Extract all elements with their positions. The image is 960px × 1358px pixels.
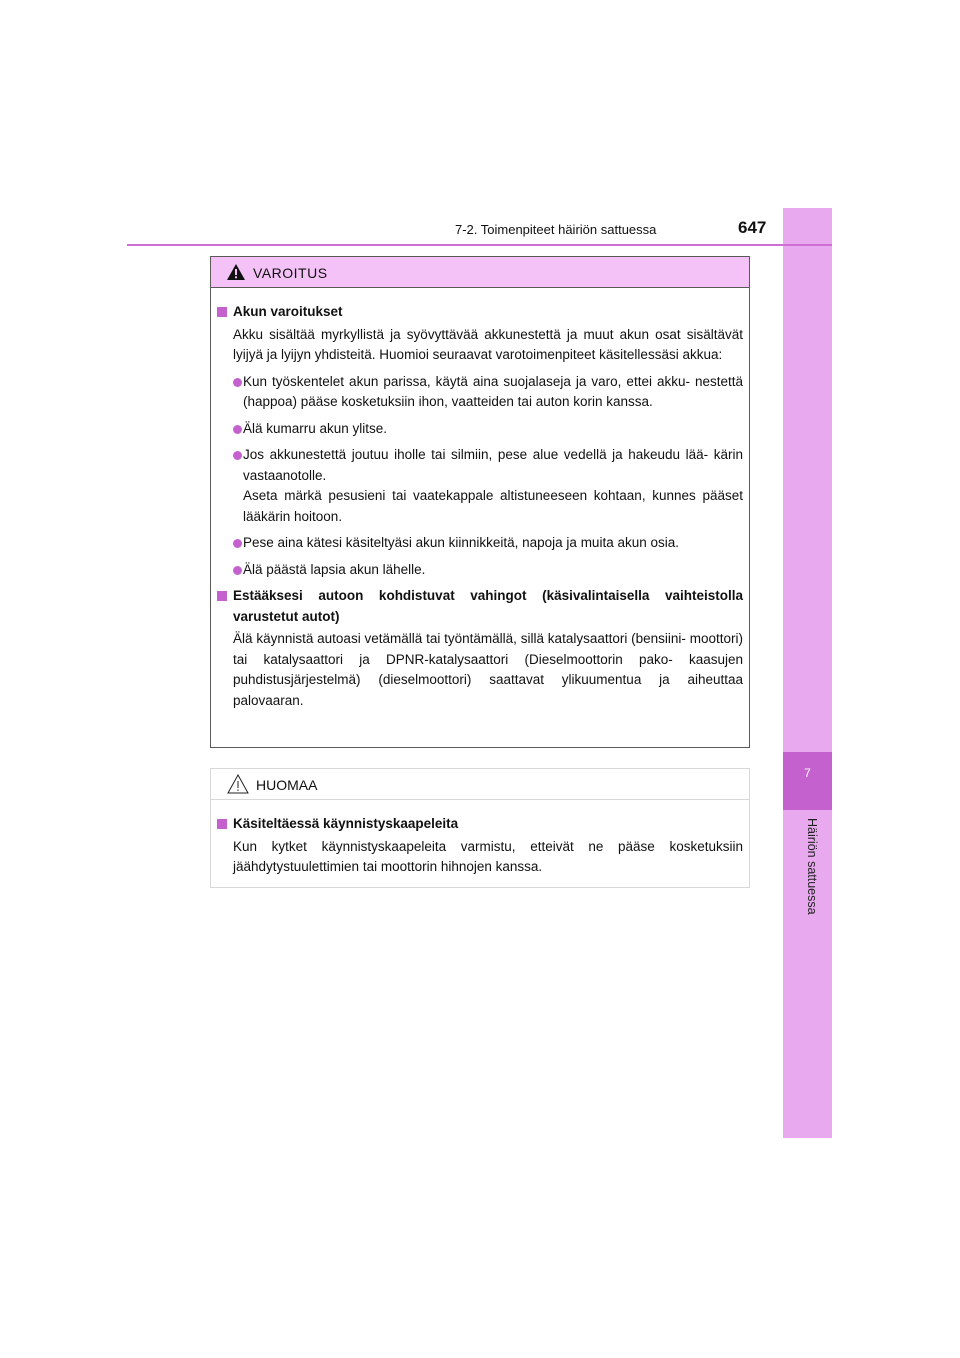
header-rule [127, 244, 832, 246]
warning-box [210, 256, 750, 748]
bullet-dot-icon [233, 539, 242, 548]
section-heading-vehicle-damage: Estääksesi autoon kohdistuvat vahingot (käsivalintaisella vaihteistolla varustetut autot) [217, 586, 743, 627]
bullet-dot-icon [233, 451, 242, 460]
warning-title: VAROITUS [253, 265, 328, 281]
chapter-number: 7 [804, 766, 811, 780]
vehicle-damage-text: Älä käynnistä autoasi vetämällä tai työntämällä, sillä katalysaattori (bensiini- moottori) tai katalysaattori ja DPNR-katalysaattori (Dieselmoottorin pako- kaasujen puhdistusjärjestelmä) (dieselmoottori) saattavat ylikuumentua ja aiheuttaa palovaaran. [233, 631, 743, 708]
bullet-dot-icon [233, 566, 242, 575]
section-heading-battery: Akun varoitukset [217, 302, 743, 323]
bullet-dot-icon [233, 378, 242, 387]
notice-box [210, 768, 750, 888]
notice-title: HUOMAA [256, 777, 318, 793]
warning-header [211, 257, 749, 288]
section-title: 7-2. Toimenpiteet häiriön sattuessa [455, 222, 657, 237]
list-item: Jos akkunestettä joutuu iholle tai silmiin, pese alue vedellä ja hakeudu lää- kärin vastaanotolle. Aseta märkä pesusieni tai vaatekappale altistuneeseen kohtaan, kunnes pääset lääkärin hoitoon. [217, 445, 743, 527]
bullet-dot-icon [233, 425, 242, 434]
caution-triangle-icon [227, 774, 249, 794]
section-heading-jumper-cables: Käsiteltäessä käynnistyskaapeleita [217, 814, 743, 835]
list-item: Kun työskentelet akun parissa, käytä aina suojalaseja ja varo, ettei akku- nestettä (happoa) pääse kosketuksiin ihon, vaatteiden tai auton korin kanssa. [217, 372, 743, 413]
list-item: Älä kumarru akun ylitse. [217, 419, 743, 440]
notice-header [211, 769, 749, 800]
chapter-side-tab [783, 208, 832, 1138]
bullet-extra-text: Aseta märkä pesusieni tai vaatekappale altistuneeseen kohtaan, kunnes pääset lääkärin hoitoon. [243, 488, 743, 524]
chapter-label: Häiriön sattuessa [805, 818, 819, 915]
page-number: 647 [738, 218, 767, 237]
notice-content [211, 800, 749, 878]
warning-triangle-icon [227, 264, 245, 280]
warning-content [211, 288, 749, 711]
jumper-cables-text: Kun kytket käynnistyskaapeleita varmistu, etteivät ne pääse kosketuksiin jäähdytystuulettimien tai moottorin hihnojen kanssa. [233, 838, 743, 874]
list-item: Älä päästä lapsia akun lähelle. [217, 560, 743, 581]
chapter-number-tab [783, 752, 832, 810]
list-item: Pese aina kätesi käsiteltyäsi akun kiinnikkeitä, napoja ja muita akun osia. [217, 533, 743, 554]
battery-intro: Akku sisältää myrkyllistä ja syövyttävää akkunestettä ja muut akun osat sisältävät lyijyä ja lyijyn yhdisteitä. Huomioi seuraavat varotoimenpiteet käsitellessäsi akkua: [233, 326, 743, 362]
